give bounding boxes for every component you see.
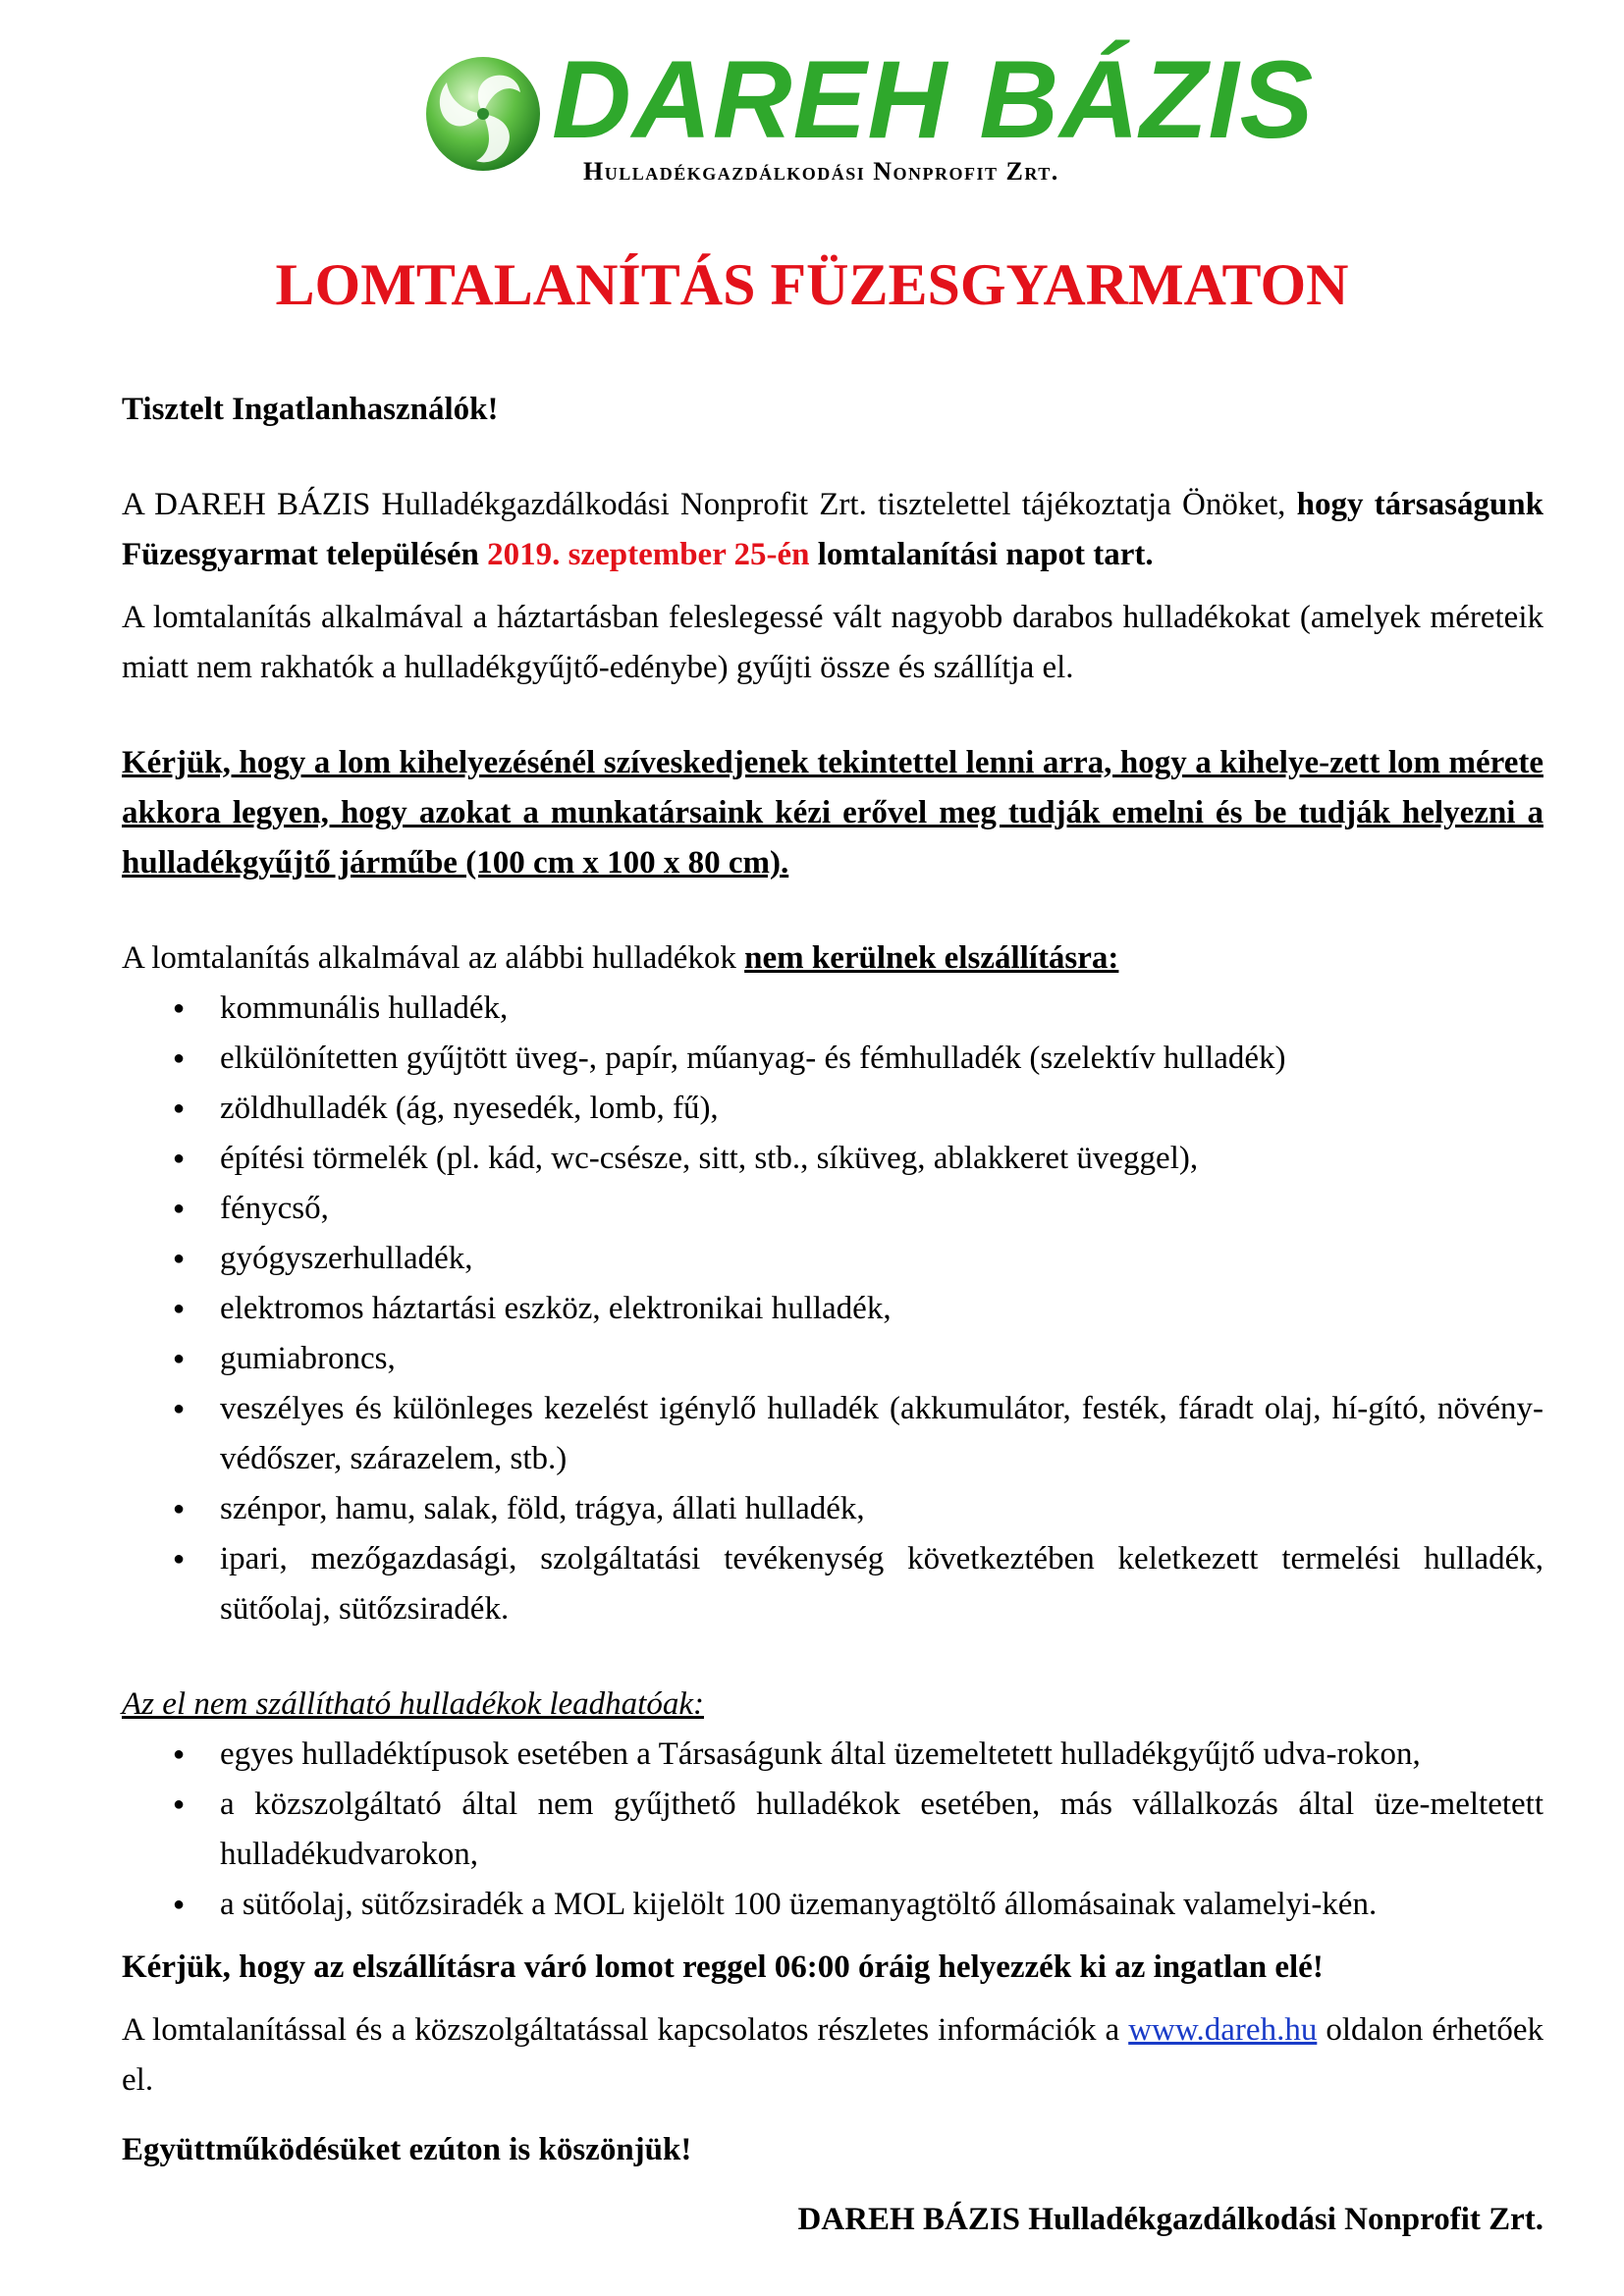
intro-text: A DAREH BÁZIS Hulladékgazdálkodási Nonprofit Zrt. tisztelettel tájékoztatja Önöket,: [122, 487, 1297, 522]
event-date: 2019. szeptember 25-én: [487, 537, 810, 572]
info-text-end: oldalon érhetőek el.: [122, 2012, 1543, 2098]
excluded-intro: [122, 934, 1543, 984]
list-item: ● elektromos háztartási eszköz, elektronikai hulladék,: [122, 1284, 1543, 1334]
excluded-list: [122, 984, 1543, 1634]
info-paragraph: [122, 2005, 1543, 2106]
list-item: ● fénycső,: [122, 1184, 1543, 1234]
logo-subtitle: Hulladékgazdálkodási Nonprofit Zrt.: [583, 157, 1059, 186]
placement-request: Kérjük, hogy az elszállításra váró lomot reggel 06:00 óráig helyezzék ki az ingatlan elé!: [122, 1949, 1324, 1985]
description-paragraph: A lomtalanítás alkalmával a háztartásban feleslegessé vált nagyobb darabos hulladékokat (amelyek méreteik miatt nem rakhatók a hulladékgyűjtő-edénybe) gyűjti össze és szállítja el.: [122, 600, 1543, 685]
website-link[interactable]: www.dareh.hu: [1128, 2012, 1318, 2048]
list-item: ● kommunális hulladék,: [122, 984, 1543, 1034]
info-text: A lomtalanítással és a közszolgáltatással kapcsolatos részletes információk a: [122, 2012, 1129, 2048]
list-item: ● a sütőolaj, sütőzsiradék a MOL kijelölt 100 üzemanyagtöltő állomásainak valamelyi-kén.: [122, 1880, 1543, 1930]
list-item: ● ipari, mezőgazdasági, szolgáltatási tevékenység következtében keletkezett termelési hulladék, sütőolaj, sütőzsiradék.: [122, 1534, 1543, 1634]
swirl-logo-icon: [422, 53, 544, 175]
size-notice: Kérjük, hogy a lom kihelyezésénél szíveskedjenek tekintettel lenni arra, hogy a kihelye-zett lom mérete akkora legyen, hogy azokat a munkatársaink kézi erővel meg tudják emelni és be tudják helyezni a hulladékgyűjtő járműbe (100 cm x 100 x 80 cm).: [122, 745, 1543, 881]
thanks-line: Együttműködésüket ezúton is köszönjük!: [122, 2132, 692, 2167]
page-title: LOMTALANÍTÁS FÜZESGYARMATON: [275, 252, 1349, 317]
intro-bold-end: lomtalanítási napot tart.: [809, 537, 1154, 572]
list-item: ● szénpor, hamu, salak, föld, trágya, állati hulladék,: [122, 1484, 1543, 1534]
list-item: ● gyógyszerhulladék,: [122, 1234, 1543, 1284]
dropoff-heading: Az el nem szállítható hulladékok leadhatóak:: [122, 1686, 704, 1722]
intro-bold-text: hogy társaságunk Füzesgyarmat településén: [122, 487, 1543, 572]
list-item: ● a közszolgáltató által nem gyűjthető hulladékok esetében, más vállalkozás által üze-meltetett hulladékudvarokon,: [122, 1780, 1543, 1880]
list-item: ● veszélyes és különleges kezelést igénylő hulladék (akkumulátor, festék, fáradt olaj, hí-gító, növény-védőszer, szárazelem, stb.): [122, 1384, 1543, 1484]
signature: DAREH BÁZIS Hulladékgazdálkodási Nonprofit Zrt.: [797, 2202, 1543, 2237]
list-item: ● elkülönítetten gyűjtött üveg-, papír, műanyag- és fémhulladék (szelektív hulladék): [122, 1034, 1543, 1084]
company-logo: [422, 38, 1315, 191]
list-item: ● gumiabroncs,: [122, 1334, 1543, 1384]
list-item: ● zöldhulladék (ág, nyesedék, lomb, fű),: [122, 1084, 1543, 1134]
greeting: Tisztelt Ingatlanhasználók!: [122, 392, 499, 427]
list-item: ● egyes hulladéktípusok esetében a Társaságunk által üzemeltetett hulladékgyűjtő udva-rokon,: [122, 1730, 1543, 1780]
list-item: ● építési törmelék (pl. kád, wc-csésze, sitt, stb., síküveg, ablakkeret üveggel),: [122, 1134, 1543, 1184]
document-body: [122, 385, 1543, 2245]
logo-name: DAREH BÁZIS: [552, 38, 1315, 161]
excluded-intro-emphasis: nem kerülnek elszállításra:: [744, 940, 1119, 976]
excluded-intro-text: A lomtalanítás alkalmával az alábbi hulladékok: [122, 940, 745, 976]
dropoff-list: [122, 1730, 1543, 1930]
intro-paragraph: [122, 480, 1543, 580]
